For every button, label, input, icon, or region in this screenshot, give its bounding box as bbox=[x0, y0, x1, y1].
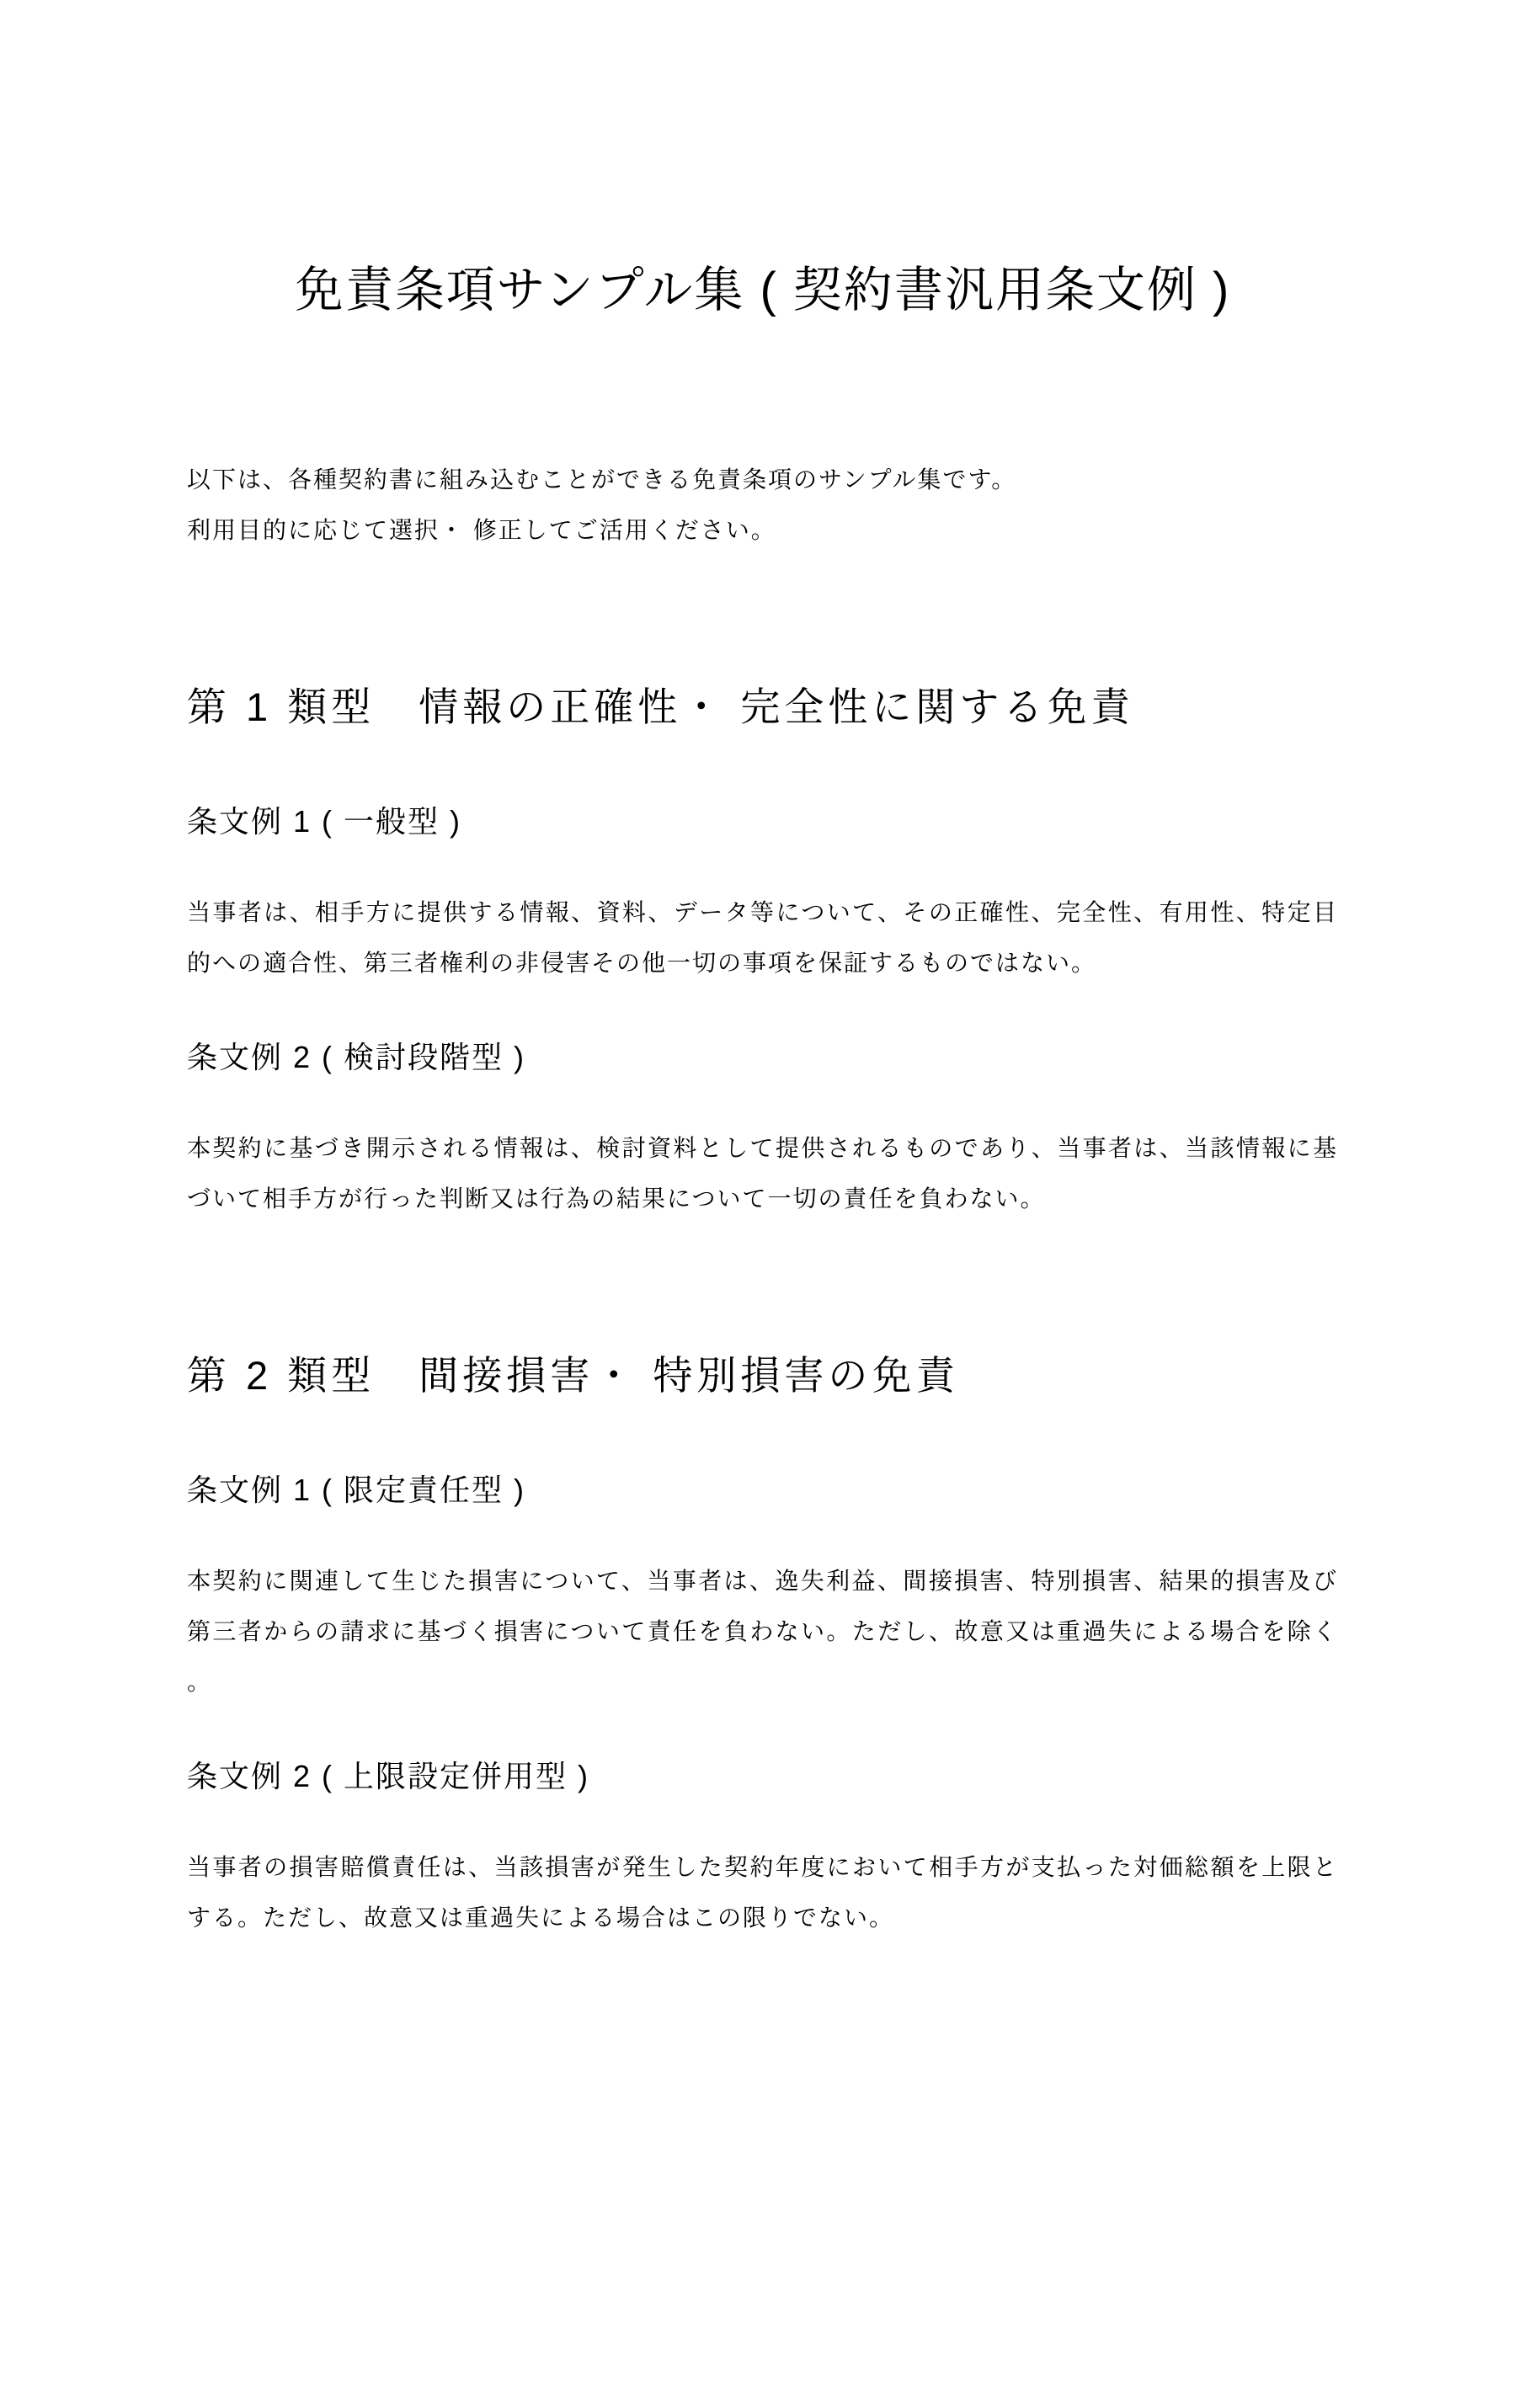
section-2-clause-2-heading: 条文例 2 ( 上限設定併用型 ) bbox=[187, 1759, 590, 1793]
document-page bbox=[0, 253, 1525, 2408]
section-1-clause-2-heading: 条文例 2 ( 検討段階型 ) bbox=[187, 1040, 526, 1074]
section-1-clause-1-heading: 条文例 1 ( 一般型 ) bbox=[187, 804, 462, 839]
section-2-clause-1-text: 本契約に関連して生じた損害について、当事者は、逸失利益、間接損害、特別損害、結果的損害及び第三者からの請求に基づく損害について責任を負わない。ただし、故意又は重過失による場合を除く。 bbox=[187, 1568, 1338, 1695]
intro-line-1: 以下は、各種契約書に組み込むことができる免責条項のサンプル集です。 bbox=[187, 466, 1017, 493]
section-1-clause-2-text: 本契約に基づき開示される情報は、検討資料として提供されるものであり、当事者は、当該情報に基づいて相手方が行った判断又は行為の結果について一切の責任を負わない。 bbox=[187, 1135, 1338, 1212]
intro-line-2: 利用目的に応じて選択・ 修正してご活用ください。 bbox=[187, 517, 776, 543]
section-1-clause-1-text: 当事者は、相手方に提供する情報、資料、データ等について、その正確性、完全性、有用性、特定目的への適合性、第三者権利の非侵害その他一切の事項を保証するものではない。 bbox=[187, 899, 1338, 976]
page-title: 免責条項サンプル集 ( 契約書汎用条文例 ) bbox=[294, 263, 1231, 317]
section-1-heading: 第 1 類型 情報の正確性・ 完全性に関する免責 bbox=[187, 685, 1135, 729]
section-2-clause-2-text: 当事者の損害賠償責任は、当該損害が発生した契約年度において相手方が支払った対価総額を上限とする。ただし、故意又は重過失による場合はこの限りでない。 bbox=[187, 1854, 1338, 1931]
section-2-heading: 第 2 類型 間接損害・ 特別損害の免責 bbox=[187, 1353, 960, 1398]
section-2-clause-1-heading: 条文例 1 ( 限定責任型 ) bbox=[187, 1473, 526, 1507]
